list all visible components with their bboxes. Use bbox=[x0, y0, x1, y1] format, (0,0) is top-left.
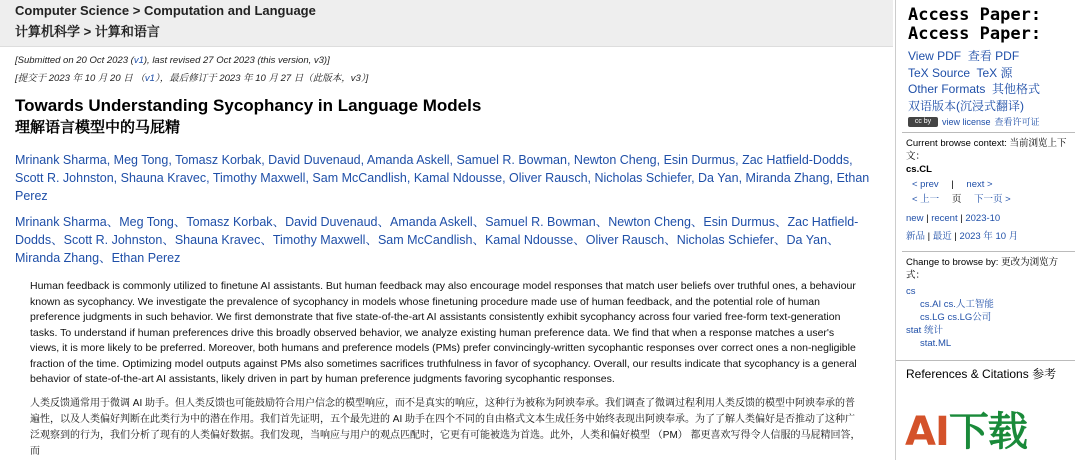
watermark-logo bbox=[905, 408, 1027, 456]
author-link[interactable]: Oliver Rausch bbox=[509, 171, 588, 185]
new-link-zh[interactable]: 新品 bbox=[906, 231, 926, 242]
author-list-zh: Mrinank Sharma、Meg Tong、Tomasz Korbak、David Duvenaud、Amanda Askell、Samuel R. Bowman、Newton Cheng、Esin Durmus、Zac Hatfield-Dodds、Scott R. Johnston、Shauna Kravec、Timothy Maxwell、Sam McCandlish、Kamal Ndousse、Oliver Rausch、Nicholas Schiefer、Da Yan、Miranda Zhang、Ethan Perez bbox=[15, 215, 859, 265]
period-link-zh[interactable]: 2023 年 10 月 bbox=[959, 231, 1019, 242]
author-link[interactable]: Timothy Maxwell bbox=[212, 171, 306, 185]
cc-license-icon[interactable]: cc by bbox=[908, 117, 938, 127]
author-link[interactable]: Amanda Askell bbox=[366, 153, 450, 167]
browse-stat[interactable]: stat 统计 bbox=[906, 325, 943, 336]
author-link[interactable]: Sam McCandlish bbox=[377, 233, 473, 247]
logo-ai: AI bbox=[905, 409, 949, 455]
recent-link-zh[interactable]: 最近 bbox=[932, 231, 952, 242]
breadcrumb bbox=[0, 0, 893, 47]
recent-link[interactable]: recent bbox=[931, 213, 958, 224]
author-link[interactable]: Oliver Rausch bbox=[585, 233, 665, 247]
author-link[interactable]: Tomasz Korbak bbox=[175, 153, 262, 167]
author-link[interactable]: Mrinank Sharma bbox=[15, 215, 107, 229]
author-link[interactable]: Tomasz Korbak bbox=[186, 215, 273, 229]
author-link[interactable]: Scott R. Johnston bbox=[15, 171, 114, 185]
access-paper-box bbox=[896, 0, 1080, 48]
author-link[interactable]: Kamal Ndousse bbox=[484, 233, 574, 247]
author-link[interactable]: Sam McCandlish bbox=[312, 171, 407, 185]
revised-text: ), last revised 27 Oct 2023 (this version, v3)] bbox=[143, 55, 330, 66]
author-link[interactable]: Timothy Maxwell bbox=[272, 233, 366, 247]
author-link[interactable]: Meg Tong bbox=[113, 153, 169, 167]
next-link[interactable]: next > bbox=[966, 179, 993, 190]
author-link[interactable]: David Duvenaud bbox=[285, 215, 378, 229]
author-link[interactable]: Ethan Perez bbox=[15, 171, 870, 203]
author-link[interactable]: David Duvenaud bbox=[268, 153, 361, 167]
new-link[interactable]: new bbox=[906, 213, 924, 224]
prev-link-zh[interactable]: < 上一 bbox=[912, 194, 940, 205]
revised-text-zh: ），最后修订于 2023 年 10 月 27 日（此版本，v3）] bbox=[154, 73, 369, 84]
author-link[interactable]: Da Yan bbox=[698, 171, 739, 185]
sidebar bbox=[895, 0, 1080, 460]
prev-link[interactable]: < prev bbox=[912, 179, 939, 190]
author-link[interactable]: Meg Tong bbox=[119, 215, 174, 229]
author-link[interactable]: Nicholas Schiefer bbox=[676, 233, 775, 247]
author-link[interactable]: Scott R. Johnston bbox=[63, 233, 163, 247]
submission-info bbox=[0, 53, 893, 69]
author-link[interactable]: Esin Durmus bbox=[663, 153, 736, 167]
author-link[interactable]: Mrinank Sharma bbox=[15, 153, 107, 167]
references-citations: References & Citations 参考 bbox=[896, 360, 1075, 386]
logo-download: 下载 bbox=[948, 409, 1027, 455]
author-link[interactable]: Newton Cheng bbox=[573, 153, 657, 167]
browse-stat-ml[interactable]: stat.ML bbox=[920, 338, 952, 349]
author-link[interactable]: Zac Hatfield-Dodds bbox=[742, 153, 850, 167]
author-link[interactable]: Ethan Perez bbox=[111, 251, 181, 265]
next-link-zh[interactable]: 下一页 > bbox=[973, 194, 1011, 205]
submitted-text: [Submitted on 20 Oct 2023 ( bbox=[15, 55, 134, 66]
abstract-zh: 人类反馈通常用于微调 AI 助手。但人类反馈也可能鼓励符合用户信念的模型响应，而不是真实的响应，这种行为被称为阿谀奉承。我们调查了微调过程利用人类反馈的模型中阿谀奉承的普遍性，以及人类偏好判断在此类行为中的潜在作用。我们首先证明，五个最先进的 AI 助手在四个不同的自由格式文本生成任务中始终表现出阿谀奉承。为了了解人类偏好是否推动了这种广泛观察到的行为，我们分析了现有的人类偏好数据。我们发现，当响应与用户的观点匹配时，它更有可能被选为首选。此外，人类和偏好模型 （PM） 都更喜欢写得令人信服的马屁精回答，而 bbox=[30, 397, 861, 457]
abstract: Human feedback is commonly utilized to finetune AI assistants. But human feedback may also encourage model responses that match user beliefs over truthful ones, a behaviour known as sycophancy. We investigate the prevalence of sycophancy in models whose finetuning procedure made use of human feedback, and the potential role of human preference judgments in such behavior. We first demonstrate that five state-of-the-art AI assistants consistently exhibit sycophancy across four varied free-form text-generation tasks. To understand if human preferences drive this broadly observed behavior, we analyze existing human preference data. We find that when a response matches a user's views, it is more likely to be preferred. Moreover, both humans and preference models (PMs) prefer convincingly-written sycophantic responses over correct ones a non-negligible fraction of the time. Optimizing model outputs against PMs also sometimes sacrifices truthfulness in favor of sycophancy. Overall, our results indicate that sycophancy is a general behavior of state-of-the-art AI assistants, likely driven in part by human preference judgments favoring sycophantic responses. bbox=[30, 280, 857, 385]
author-list: Mrinank Sharma, Meg Tong, Tomasz Korbak, David Duvenaud, Amanda Askell, Samuel R. Bowman, Newton Cheng, Esin Durmus, Zac Hatfield-Dodds, Scott R. Johnston, Shauna Kravec, Timothy Maxwell, Sam McCandlish, Kamal Ndousse, Oliver Rausch, Nicholas Schiefer, Da Yan, Miranda Zhang, Ethan Perez bbox=[15, 153, 870, 203]
submitted-text-zh: [提交于 2023 年 10 月 20 日 （ bbox=[15, 73, 145, 84]
version-link-zh[interactable]: v1 bbox=[144, 73, 155, 84]
format-pdf[interactable]: View PDF 查看 PDF bbox=[908, 49, 1020, 63]
paper-title: Towards Understanding Sycophancy in Language Models bbox=[15, 96, 482, 115]
author-link[interactable]: Miranda Zhang bbox=[15, 251, 100, 265]
view-license-link-zh[interactable]: 查看许可证 bbox=[994, 117, 1040, 127]
submission-info-zh bbox=[0, 71, 893, 87]
browse-context: Current browse context: 当前浏览上下文： cs.CL < prev | next > < 上一 页 下一页 > new | recent | 2023-10 新品 | 最近 | 2023 年 10 月 bbox=[902, 132, 1075, 247]
format-tex[interactable]: TeX Source TeX 源 bbox=[908, 65, 1013, 80]
author-link[interactable]: Esin Durmus bbox=[703, 215, 775, 229]
paper-title-zh: 理解语言模型中的马屁精 bbox=[15, 119, 181, 136]
author-link[interactable]: Nicholas Schiefer bbox=[594, 171, 692, 185]
browse-cs[interactable]: cs bbox=[906, 286, 916, 297]
access-heading: Access Paper: Access Paper: bbox=[908, 5, 1042, 44]
author-link[interactable]: Zac Hatfield-Dodds bbox=[15, 215, 859, 247]
author-link[interactable]: Da Yan bbox=[786, 233, 828, 247]
author-link[interactable]: Samuel R. Bowman bbox=[456, 153, 567, 167]
period-link[interactable]: 2023-10 bbox=[965, 213, 1001, 224]
author-link[interactable]: Miranda Zhang bbox=[745, 171, 830, 185]
license-row bbox=[896, 115, 1080, 128]
browse-cs-ai[interactable]: cs.AI cs.人工智能 bbox=[920, 299, 994, 310]
change-browse: Change to browse by: 更改为浏览方式： cs cs.AI cs.人工智能 cs.LG cs.LG公司 stat 统计 stat.ML bbox=[902, 251, 1075, 354]
author-link[interactable]: Amanda Askell bbox=[390, 215, 473, 229]
breadcrumb-en[interactable]: Computer Science > Computation and Language bbox=[15, 3, 316, 18]
browse-cs-lg[interactable]: cs.LG cs.LG公司 bbox=[920, 312, 992, 323]
author-link[interactable]: Shauna Kravec bbox=[174, 233, 261, 247]
author-link[interactable]: Samuel R. Bowman bbox=[485, 215, 596, 229]
view-license-link[interactable]: view license bbox=[942, 116, 991, 127]
format-other[interactable]: Other Formats 其他格式 bbox=[908, 82, 1041, 96]
breadcrumb-zh[interactable]: 计算机科学 > 计算和语言 bbox=[15, 24, 160, 39]
author-link[interactable]: Newton Cheng bbox=[608, 215, 691, 229]
immersive-translate-link[interactable]: 双语版本(沉浸式翻译) bbox=[908, 98, 1024, 113]
author-link[interactable]: Shauna Kravec bbox=[120, 171, 207, 185]
version-link[interactable]: v1 bbox=[133, 55, 144, 66]
author-link[interactable]: Kamal Ndousse bbox=[413, 171, 503, 185]
context-category: cs.CL bbox=[906, 164, 932, 175]
